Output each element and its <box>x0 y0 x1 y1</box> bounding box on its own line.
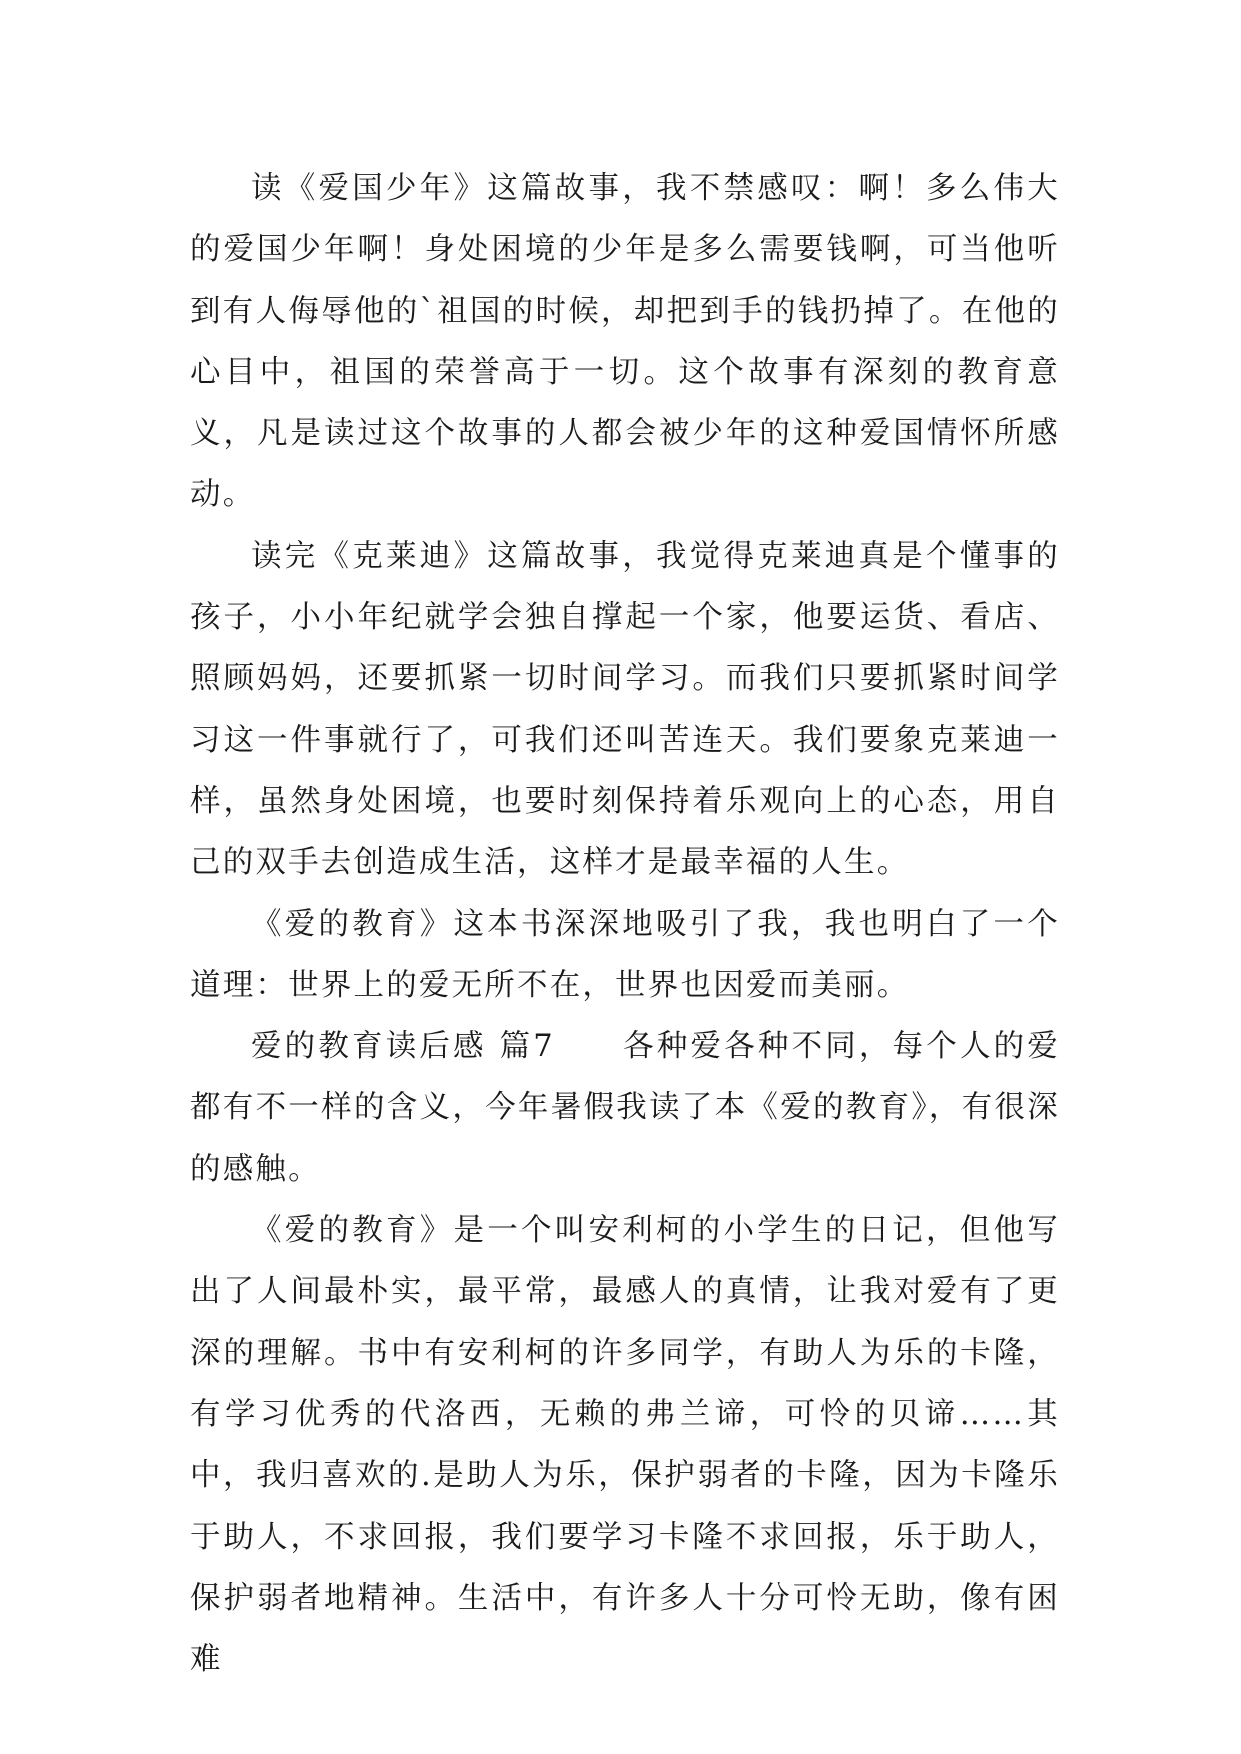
paragraph-essay-7-intro: 爱的教育读后感 篇7 各种爱各种不同，每个人的爱都有不一样的含义，今年暑假我读了本《爱的教育》，有很深的感触。 <box>190 1029 1060 1187</box>
paragraph-enrico-diary: 《爱的教育》是一个叫安利柯的小学生的日记，但他写出了人间最朴实，最平常，最感人的真情，让我对爱有了更深的理解。书中有安利柯的许多同学，有助人为乐的卡隆，有学习优秀的代洛西，无赖的弗兰谛，可怜的贝谛……其中，我归喜欢的.是助人为乐，保护弱者的卡隆，因为卡隆乐于助人，不求回报，我们要学习卡隆不求回报，乐于助人，保护弱者地精神。生活中，有许多人十分可怜无助，像有困难 <box>190 1213 1060 1678</box>
paragraph-patriotic-boy: 读《爱国少年》这篇故事，我不禁感叹：啊！多么伟大的爱国少年啊！身处困境的少年是多么需要钱啊，可当他听到有人侮辱他的`祖国的时候，却把到手的钱扔掉了。在他的心目中，祖国的荣誉高于一切。这个故事有深刻的教育意义，凡是读过这个故事的人都会被少年的这种爱国情怀所感动。 <box>190 171 1060 513</box>
document-body <box>190 158 1060 1690</box>
paragraph-claddie: 读完《克莱迪》这篇故事，我觉得克莱迪真是个懂事的孩子，小小年纪就学会独自撑起一个家，他要运货、看店、照顾妈妈，还要抓紧一切时间学习。而我们只要抓紧时间学习这一件事就行了，可我们还叫苦连天。我们要象克莱迪一样，虽然身处困境，也要时刻保持着乐观向上的心态，用自己的双手去创造成生活，这样才是最幸福的人生。 <box>190 538 1060 881</box>
paragraph-book-summary: 《爱的教育》这本书深深地吸引了我，我也明白了一个道理：世界上的爱无所不在，世界也因爱而美丽。 <box>190 906 1060 1003</box>
